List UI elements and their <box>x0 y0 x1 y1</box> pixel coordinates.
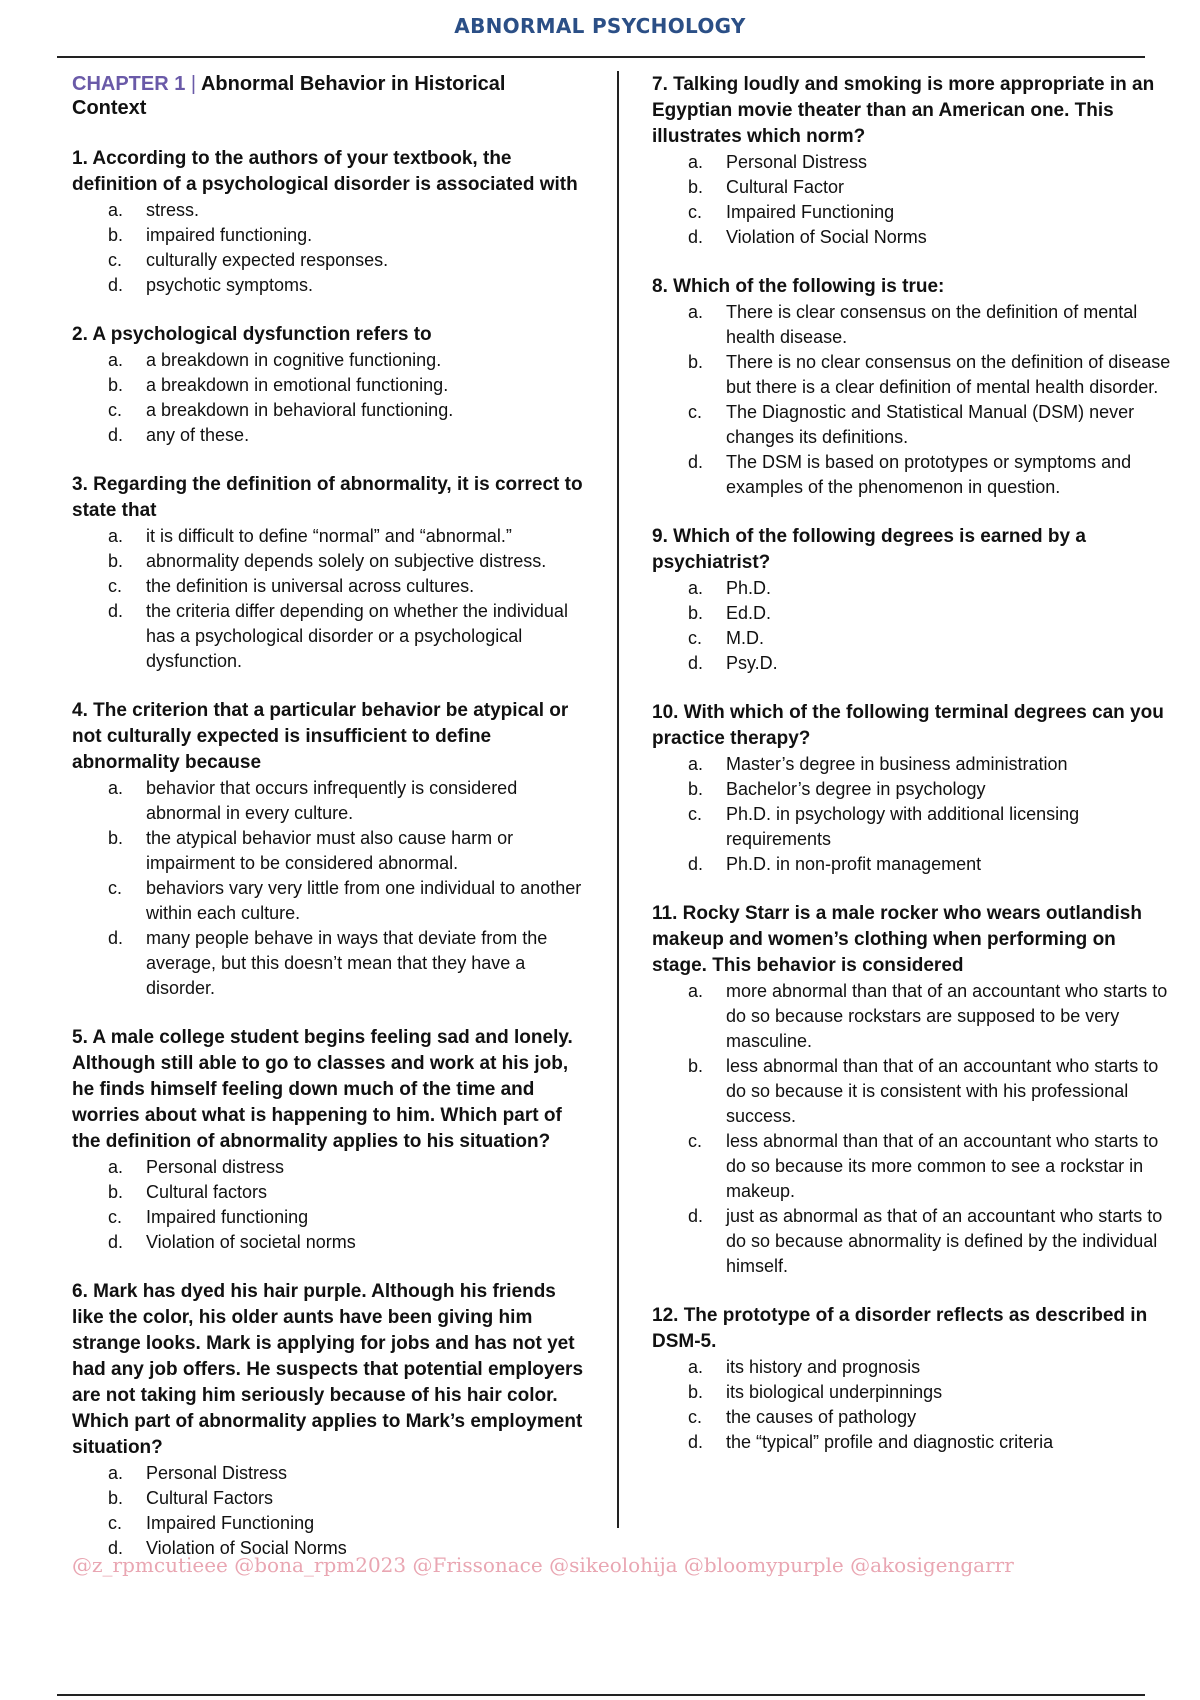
option-letter: c. <box>108 576 123 596</box>
answer-option <box>652 350 1175 400</box>
option-text: Personal Distress <box>146 1463 288 1483</box>
question-block <box>652 274 1175 500</box>
option-letter: c. <box>688 1407 703 1427</box>
column-divider <box>617 71 619 1528</box>
option-letter: a. <box>688 1357 704 1377</box>
answer-option <box>652 651 1175 676</box>
option-letter: a. <box>688 754 704 774</box>
chapter-heading <box>72 72 585 120</box>
left-question-list <box>72 146 585 1561</box>
question-stem: 2. A psychological dysfunction refers to <box>72 324 432 345</box>
option-letter: b. <box>688 1382 704 1402</box>
answer-options <box>652 150 1175 250</box>
option-text: Bachelor’s degree in psychology <box>726 779 986 799</box>
option-text: a breakdown in emotional functioning. <box>146 375 449 395</box>
answer-option <box>72 223 585 248</box>
answer-option <box>652 1355 1175 1380</box>
answer-option <box>72 423 585 448</box>
option-letter: c. <box>108 1207 123 1227</box>
answer-option <box>72 826 585 876</box>
option-letter: d. <box>108 275 124 295</box>
answer-option <box>72 574 585 599</box>
option-letter: c. <box>108 1513 123 1533</box>
answer-option <box>652 150 1175 175</box>
question-block <box>72 472 585 674</box>
answer-option <box>72 524 585 549</box>
answer-option <box>72 398 585 423</box>
option-text: the “typical” profile and diagnostic criteria <box>726 1432 1054 1452</box>
answer-option <box>652 300 1175 350</box>
option-letter: b. <box>108 828 124 848</box>
option-text: Cultural Factor <box>726 177 845 197</box>
answer-option <box>652 1204 1175 1279</box>
answer-option <box>72 1230 585 1255</box>
option-letter: c. <box>108 400 123 420</box>
answer-option <box>652 450 1175 500</box>
option-text: Cultural Factors <box>146 1488 274 1508</box>
option-text: Violation of Social Norms <box>726 227 927 247</box>
answer-option <box>652 1054 1175 1129</box>
option-text: Ph.D. <box>726 578 772 598</box>
answer-option <box>652 400 1175 450</box>
option-text: Impaired Functioning <box>726 202 895 222</box>
answer-options <box>72 776 585 1001</box>
right-column <box>652 72 1175 1479</box>
option-text: Ph.D. in non-profit management <box>726 854 982 874</box>
answer-option <box>652 1405 1175 1430</box>
answer-option <box>72 273 585 298</box>
question-block <box>72 1025 585 1255</box>
question-stem: 9. Which of the following degrees is earned by a psychiatrist? <box>652 526 1086 573</box>
answer-option <box>72 876 585 926</box>
answer-option <box>652 852 1175 877</box>
option-text: Ed.D. <box>726 603 772 623</box>
option-text: M.D. <box>726 628 764 648</box>
option-text: more abnormal than that of an accountant who starts to do so because rockstars are supposed to be very masculine. <box>726 981 1168 1051</box>
bottom-rule <box>57 1694 1145 1696</box>
answer-option <box>652 1430 1175 1455</box>
option-letter: b. <box>108 225 124 245</box>
option-letter: d. <box>108 1232 124 1252</box>
answer-options <box>72 1155 585 1255</box>
option-letter: a. <box>688 152 704 172</box>
option-letter: b. <box>688 352 704 372</box>
question-stem: 4. The criterion that a particular behavior be atypical or not culturally expected is insufficient to define abnormality because <box>72 700 569 773</box>
option-text: The DSM is based on prototypes or symptoms and examples of the phenomenon in question. <box>726 452 1132 497</box>
option-text: just as abnormal as that of an accountant who starts to do so because abnormality is defined by the individual himself. <box>726 1206 1163 1276</box>
option-letter: d. <box>108 425 124 445</box>
question-stem: 5. A male college student begins feeling sad and lonely. Although still able to go to classes and work at his job, he finds himself feeling down much of the time and worries about what is happening to him. Which part of the definition of abnormality applies to his situation? <box>72 1027 573 1152</box>
option-text: Violation of societal norms <box>146 1232 356 1252</box>
option-text: Personal Distress <box>726 152 868 172</box>
option-letter: d. <box>688 227 704 247</box>
option-letter: a. <box>688 302 704 322</box>
option-letter: a. <box>108 1463 124 1483</box>
question-stem: 1. According to the authors of your textbook, the definition of a psychological disorder is associated with <box>72 148 578 195</box>
option-letter: d. <box>688 1432 704 1452</box>
question-block <box>652 901 1175 1279</box>
answer-option <box>72 549 585 574</box>
answer-option <box>72 198 585 223</box>
option-letter: a. <box>108 778 124 798</box>
question-block <box>652 72 1175 250</box>
option-text: its biological underpinnings <box>726 1382 943 1402</box>
option-text: Psy.D. <box>726 653 778 673</box>
answer-options <box>72 348 585 448</box>
question-stem: 8. Which of the following is true: <box>652 276 945 297</box>
option-letter: c. <box>688 402 703 422</box>
option-text: Ph.D. in psychology with additional licensing requirements <box>726 804 1080 849</box>
chapter-separator: | <box>190 73 197 95</box>
question-block <box>652 524 1175 676</box>
option-letter: a. <box>108 1157 124 1177</box>
option-letter: d. <box>108 928 124 948</box>
option-letter: d. <box>688 1206 704 1226</box>
answer-option <box>72 926 585 1001</box>
answer-option <box>72 1155 585 1180</box>
option-letter: b. <box>108 1488 124 1508</box>
answer-option <box>72 248 585 273</box>
option-letter: c. <box>108 878 123 898</box>
answer-option <box>72 1461 585 1486</box>
page-header: ABNORMAL PSYCHOLOGY <box>454 14 746 38</box>
option-text: behaviors vary very little from one individual to another within each culture. <box>146 878 582 923</box>
answer-option <box>652 752 1175 777</box>
option-text: less abnormal than that of an accountant who starts to do so because its more common to see a rockstar in makeup. <box>726 1131 1159 1201</box>
top-rule <box>57 56 1145 58</box>
question-stem: 3. Regarding the definition of abnormality, it is correct to state that <box>72 474 583 521</box>
option-letter: d. <box>108 1538 124 1558</box>
option-letter: b. <box>688 1056 704 1076</box>
answer-option <box>72 373 585 398</box>
question-block <box>72 1279 585 1561</box>
question-stem: 12. The prototype of a disorder reflects as described in DSM-5. <box>652 1305 1148 1352</box>
answer-options <box>72 1461 585 1561</box>
answer-option <box>72 348 585 373</box>
option-letter: b. <box>108 1182 124 1202</box>
option-letter: d. <box>108 601 124 621</box>
question-block <box>72 698 585 1001</box>
option-text: psychotic symptoms. <box>146 275 314 295</box>
option-text: many people behave in ways that deviate from the average, but this doesn’t mean that they have a disorder. <box>146 928 548 998</box>
option-text: any of these. <box>146 425 250 445</box>
option-letter: b. <box>688 177 704 197</box>
option-text: There is clear consensus on the definition of mental health disease. <box>726 302 1138 347</box>
answer-options <box>72 524 585 674</box>
option-text: Impaired functioning <box>146 1207 309 1227</box>
right-question-list <box>652 72 1175 1455</box>
option-letter: c. <box>688 1131 703 1151</box>
option-text: the causes of pathology <box>726 1407 917 1427</box>
option-text: a breakdown in behavioral functioning. <box>146 400 454 420</box>
question-stem: 10. With which of the following terminal degrees can you practice therapy? <box>652 702 1164 749</box>
option-letter: b. <box>688 779 704 799</box>
answer-options <box>652 979 1175 1279</box>
option-letter: a. <box>108 526 124 546</box>
answer-option <box>652 601 1175 626</box>
option-letter: b. <box>108 551 124 571</box>
option-text: The Diagnostic and Statistical Manual (DSM) never changes its definitions. <box>726 402 1135 447</box>
option-letter: b. <box>108 375 124 395</box>
answer-options <box>72 198 585 298</box>
chapter-title: Abnormal Behavior in Historical Context <box>72 73 506 119</box>
answer-option <box>652 576 1175 601</box>
answer-option <box>72 599 585 674</box>
answer-option <box>72 776 585 826</box>
answer-option <box>652 1380 1175 1405</box>
answer-option <box>652 979 1175 1054</box>
question-block <box>652 1303 1175 1455</box>
option-text: abnormality depends solely on subjective distress. <box>146 551 547 571</box>
option-letter: d. <box>688 452 704 472</box>
option-text: Master’s degree in business administration <box>726 754 1068 774</box>
answer-option <box>652 626 1175 651</box>
option-text: less abnormal than that of an accountant who starts to do so because it is consistent with his professional success. <box>726 1056 1159 1126</box>
answer-option <box>72 1486 585 1511</box>
answer-option <box>652 175 1175 200</box>
option-text: the atypical behavior must also cause harm or impairment to be considered abnormal. <box>146 828 514 873</box>
left-column <box>72 72 585 1585</box>
option-letter: d. <box>688 653 704 673</box>
question-stem: 11. Rocky Starr is a male rocker who wears outlandish makeup and women’s clothing when performing on stage. This behavior is considered <box>652 903 1142 976</box>
answer-options <box>652 300 1175 500</box>
option-letter: b. <box>688 603 704 623</box>
answer-option <box>72 1180 585 1205</box>
question-stem: 7. Talking loudly and smoking is more appropriate in an Egyptian movie theater than an American one. This illustrates which norm? <box>652 74 1155 147</box>
answer-option <box>652 225 1175 250</box>
answer-option <box>652 802 1175 852</box>
option-letter: c. <box>108 250 123 270</box>
option-text: a breakdown in cognitive functioning. <box>146 350 442 370</box>
option-text: Cultural factors <box>146 1182 268 1202</box>
option-text: There is no clear consensus on the definition of disease but there is a clear definition of mental health disorder. <box>726 352 1171 397</box>
option-letter: c. <box>688 804 703 824</box>
option-text: impaired functioning. <box>146 225 313 245</box>
answer-option <box>652 1129 1175 1204</box>
option-letter: a. <box>688 981 704 1001</box>
option-text: the criteria differ depending on whether the individual has a psychological disorder or a psychological dysfunction. <box>146 601 568 671</box>
answer-options <box>652 1355 1175 1455</box>
option-letter: d. <box>688 854 704 874</box>
option-letter: c. <box>688 628 703 648</box>
option-letter: c. <box>688 202 703 222</box>
answer-options <box>652 752 1175 877</box>
question-block <box>72 146 585 298</box>
option-text: Impaired Functioning <box>146 1513 315 1533</box>
option-text: Violation of Social Norms <box>146 1538 347 1558</box>
answer-option <box>72 1205 585 1230</box>
answer-options <box>652 576 1175 676</box>
option-text: its history and prognosis <box>726 1357 921 1377</box>
option-text: culturally expected responses. <box>146 250 389 270</box>
option-text: it is difficult to define “normal” and “abnormal.” <box>146 526 512 546</box>
option-letter: a. <box>108 350 124 370</box>
question-block <box>652 700 1175 877</box>
answer-option <box>652 200 1175 225</box>
answer-option <box>72 1511 585 1536</box>
option-text: behavior that occurs infrequently is considered abnormal in every culture. <box>146 778 518 823</box>
option-text: the definition is universal across cultures. <box>146 576 475 596</box>
chapter-label: CHAPTER 1 <box>72 73 186 95</box>
question-stem: 6. Mark has dyed his hair purple. Although his friends like the color, his older aunts have been giving him strange looks. Mark is applying for jobs and has not yet had any job offers. He suspects that potential employers are not taking him seriously because of his hair color. Which part of abnormality applies to Mark’s employment situation? <box>72 1281 584 1458</box>
answer-option <box>652 777 1175 802</box>
option-letter: a. <box>688 578 704 598</box>
option-text: stress. <box>146 200 200 220</box>
watermark-credits: @z_rpmcutieee @bona_rpm2023 @Frissonace @sikeolohija @bloomypurple @akosigengarrr <box>72 1553 1014 1577</box>
option-text: Personal distress <box>146 1157 285 1177</box>
question-block <box>72 322 585 448</box>
option-letter: a. <box>108 200 124 220</box>
